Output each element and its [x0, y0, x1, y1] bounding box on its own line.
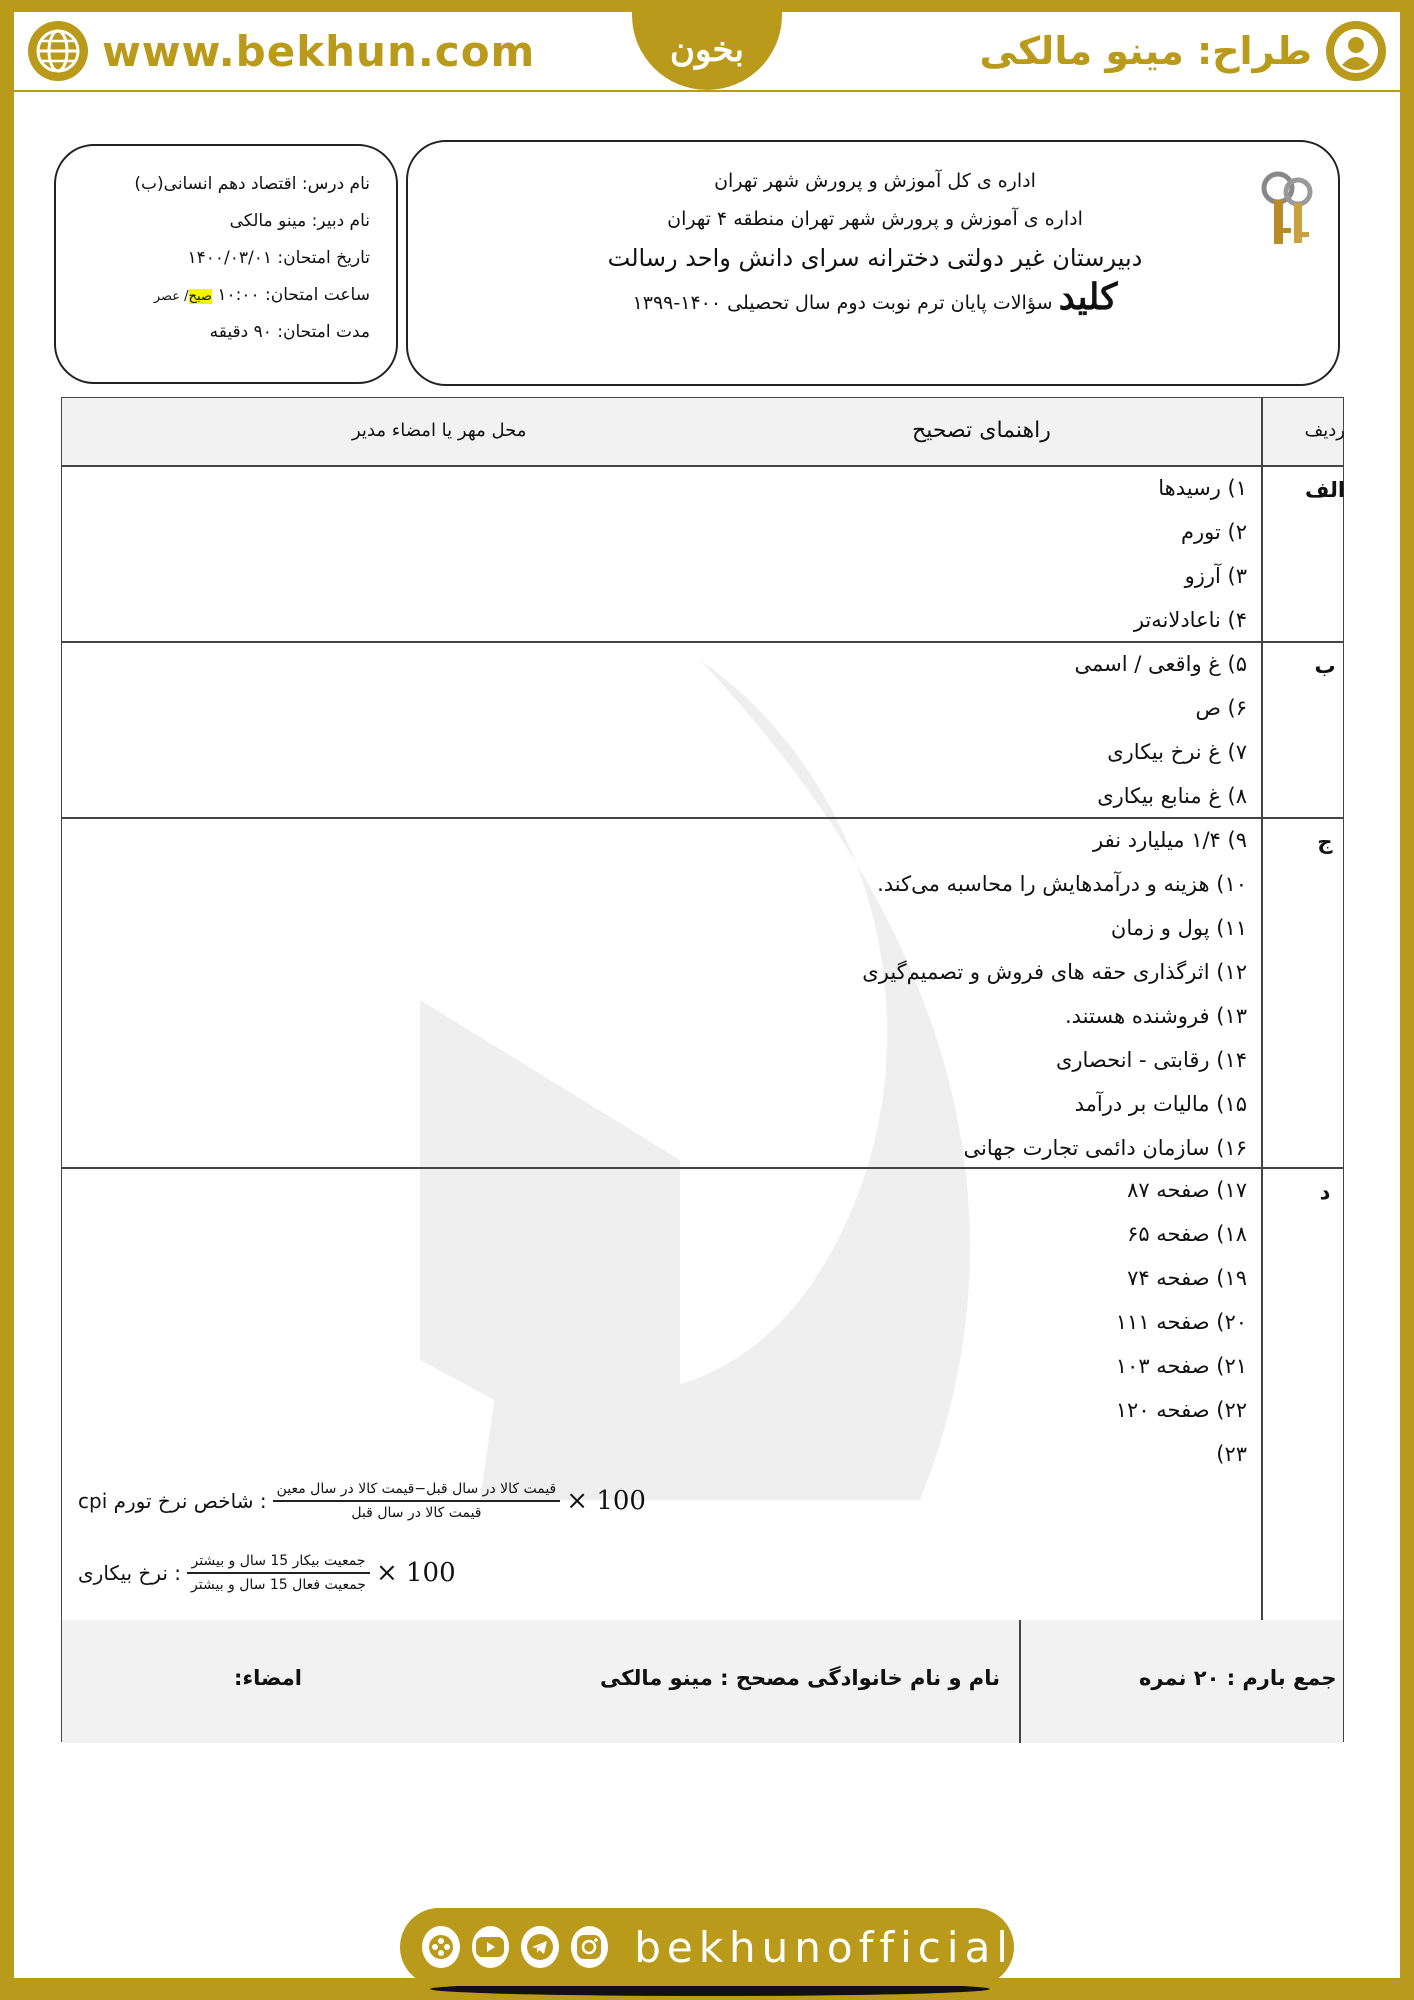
signature-label: امضاء: [234, 1666, 302, 1690]
exam-time-label: ساعت امتحان: ۱۰:۰۰ [217, 285, 370, 305]
unemployment-fraction [187, 1553, 370, 1593]
answer-item: ۱۰) هزینه و درآمدهایش را محاسبه می‌کند. [877, 872, 1247, 896]
exam-duration: مدت امتحان: ۹۰ دقیقه [209, 322, 370, 342]
answer-item: ۵) غ واقعی / اسمی [1074, 652, 1247, 676]
section-alef-answers [1134, 466, 1247, 642]
school-line-2: اداره ی آموزش و پرورش شهر تهران منطقه ۴ تهران [667, 208, 1083, 230]
course-name: نام درس: اقتصاد دهم انسانی(ب) [134, 174, 370, 194]
exam-time [76, 285, 370, 305]
film-reel-icon[interactable] [422, 1926, 460, 1968]
unemployment-formula [74, 1553, 456, 1593]
unemployment-formula-label: : نرخ بیکاری [78, 1560, 182, 1585]
exam-title [408, 276, 1342, 318]
fraction-bar [273, 1500, 561, 1502]
answer-item: ۲) تورم [1181, 520, 1247, 544]
logo-text: بخون [670, 30, 744, 70]
footer-divider [1019, 1620, 1021, 1743]
answer-item: ۱۷) صفحه ۸۷ [1127, 1178, 1247, 1202]
youtube-icon[interactable] [472, 1926, 510, 1968]
table-header [62, 398, 1343, 465]
cpi-factor: × 100 [566, 1485, 646, 1516]
exam-time-evening: / عصر [153, 289, 189, 304]
telegram-icon[interactable] [521, 1926, 559, 1968]
answer-item: ۱۴) رقابتی - انحصاری [1055, 1048, 1247, 1072]
answer-item: ۶) ص [1195, 696, 1247, 720]
answer-key-label: کلید [1058, 276, 1118, 318]
col-header-row: ردیف [1304, 420, 1345, 441]
cpi-numerator: قیمت کالا در سال قبل−قیمت کالا در سال معین [276, 1481, 557, 1497]
answer-item: ۴) ناعادلانه‌تر [1133, 608, 1247, 632]
answer-item: ۱۳) فروشنده هستند. [1064, 1004, 1247, 1028]
exam-title-text: سؤالات پایان ترم نوبت دوم سال تحصیلی ۱۴۰۰-۱۳۹۹ [632, 292, 1053, 314]
answer-item: ۱۶) سازمان دائمی تجارت جهانی [963, 1136, 1247, 1160]
answer-item: ۱۲) اثرگذاری حقه های فروش و تصمیم‌گیری [862, 960, 1247, 984]
answer-item: ۹) ۱/۴ میلیارد نفر [1093, 828, 1247, 852]
col-divider [1261, 398, 1263, 1620]
section-dal-answers [1116, 1168, 1247, 1476]
unemployment-denominator: جمعیت فعال 15 سال و بیشتر [191, 1576, 366, 1593]
cpi-denominator: قیمت کالا در سال قبل [351, 1504, 482, 1521]
unemployment-factor: × 100 [375, 1557, 456, 1588]
answer-item: ۱) رسیدها [1158, 476, 1247, 500]
cpi-formula [74, 1481, 646, 1521]
col-header-guide: راهنمای تصحیح [912, 418, 1051, 443]
school-info-box [406, 140, 1340, 386]
fraction-bar [187, 1572, 370, 1574]
section-label-dal: د [1319, 1180, 1331, 1204]
table-footer [62, 1620, 1343, 1743]
school-line-1: اداره ی کل آموزش و پرورش شهر تهران [714, 170, 1036, 192]
answer-item: ۱۱) پول و زمان [1110, 916, 1247, 940]
answer-key-table [61, 397, 1344, 1742]
grader-name: نام و نام خانوادگی مصحح : مینو مالکی [600, 1666, 1000, 1690]
instagram-icon[interactable] [571, 1926, 609, 1968]
exam-info-box [54, 144, 398, 384]
exam-time-morning: صبح [188, 289, 212, 304]
answer-item: ۲۰) صفحه ۱۱۱ [1115, 1310, 1247, 1334]
globe-icon [28, 21, 88, 81]
cpi-formula-label: : شاخص نرخ تورم cpi [78, 1488, 267, 1513]
answer-item: ۷) غ نرخ بیکاری [1107, 740, 1247, 764]
answer-item: ۱۸) صفحه ۶۵ [1127, 1222, 1247, 1246]
answer-item: ۲۲) صفحه ۱۲۰ [1115, 1398, 1247, 1422]
section-be-answers [1074, 642, 1247, 818]
answer-item: ۱۵) مالیات بر درآمد [1074, 1092, 1247, 1116]
answer-item: ۲۱) صفحه ۱۰۳ [1115, 1354, 1247, 1378]
col-header-stamp: محل مهر یا امضاء مدیر [352, 420, 527, 441]
answer-item: ۸) غ منابع بیکاری [1097, 784, 1247, 808]
exam-date: تاریخ امتحان: ۱۴۰۰/۰۳/۰۱ [187, 248, 370, 268]
school-name: دبیرستان غیر دولتی دخترانه سرای دانش واحد رسالت [607, 244, 1143, 272]
social-handle[interactable]: bekhunofficial [634, 1922, 1014, 1972]
answer-item: ۲۳) [1216, 1442, 1247, 1466]
section-label-be: ب [1314, 654, 1336, 678]
website-link[interactable] [28, 18, 535, 84]
designer-credit [980, 18, 1386, 84]
designer-name: طراح: مینو مالکی [979, 29, 1312, 73]
cpi-fraction [273, 1481, 561, 1521]
social-bar [400, 1908, 1014, 1986]
section-label-alef: الف [1305, 478, 1346, 502]
user-icon [1326, 21, 1386, 81]
unemployment-numerator: جمعیت بیکار 15 سال و بیشتر [191, 1553, 366, 1569]
section-label-jim: ج [1317, 830, 1333, 854]
teacher-name: نام دبیر: مینو مالکی [229, 211, 370, 231]
website-url: www.bekhun.com [102, 26, 536, 76]
section-jim-answers [862, 818, 1247, 1170]
answer-item: ۳) آرزو [1184, 564, 1247, 588]
total-score: جمع بارم : ۲۰ نمره [1139, 1666, 1337, 1690]
answer-item: ۱۹) صفحه ۷۴ [1127, 1266, 1247, 1290]
